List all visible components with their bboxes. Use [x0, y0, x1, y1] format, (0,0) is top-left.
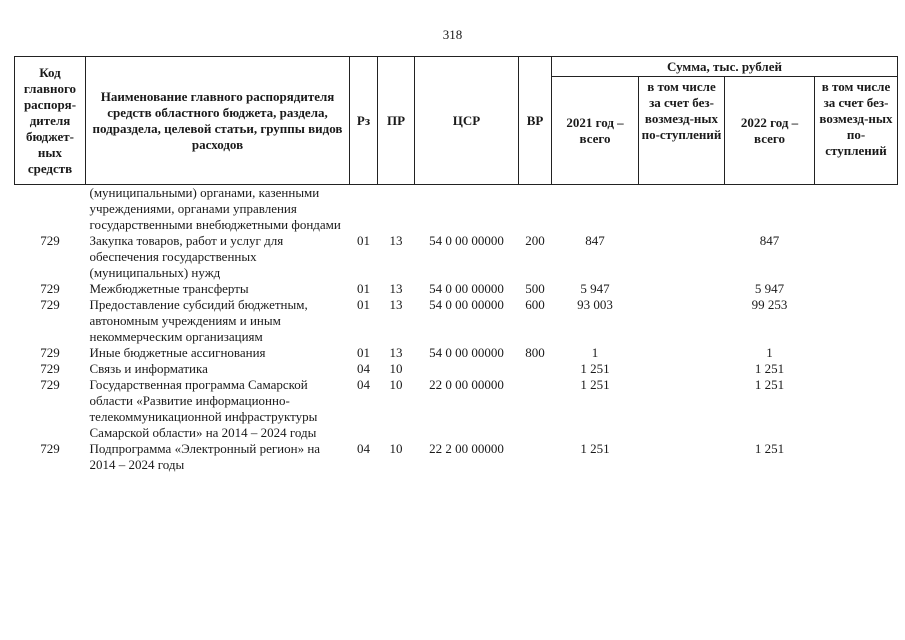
row-sum-2022: 1 [766, 345, 773, 360]
row-name: Связь и информатика [89, 361, 208, 376]
row-rz: 01 [357, 297, 370, 312]
header-2022-free: в том числе за счет без-возмезд-ных по-ступлений [815, 77, 898, 185]
row-sum-2021-free [639, 233, 725, 281]
row-rz: 01 [357, 345, 370, 360]
row-sum-2022-free [815, 297, 898, 345]
row-sum-2022-free [815, 185, 898, 234]
table-row [15, 361, 898, 377]
row-name: (муниципальными) органами, казенными учреждениями, органами управления государственными внебюджетными фондами [89, 185, 341, 232]
row-sum-2021: 1 251 [580, 377, 610, 392]
table-row [15, 441, 898, 473]
row-code: 729 [40, 377, 60, 392]
row-sum-2021: 1 251 [580, 361, 610, 376]
row-vr: 800 [525, 345, 545, 360]
table-row [15, 345, 898, 361]
table-row [15, 185, 898, 234]
row-pr: 13 [389, 281, 403, 296]
row-vr [519, 361, 552, 377]
header-name: Наименование главного распорядителя средств областного бюджета, раздела, подраздела, целевой статьи, группы видов расходов [86, 57, 350, 185]
row-name: Государственная программа Самарской области «Развитие информационно-телекоммуникационной инфраструктуры Самарской области» на 2014 – 2024 годы [89, 377, 318, 440]
row-name: Межбюджетные трансферты [89, 281, 249, 296]
row-pr: 10 [389, 377, 403, 392]
row-sum-2022: 5 947 [754, 281, 785, 296]
row-sum-2021-free [639, 185, 725, 234]
row-csr: 54 0 00 00000 [429, 345, 504, 360]
row-sum-2022: 1 251 [754, 377, 785, 392]
row-csr: 54 0 00 00000 [429, 281, 504, 296]
header-2021-free: в том числе за счет без-возмезд-ных по-ступлений [639, 77, 725, 185]
budget-table [14, 56, 898, 473]
row-sum-2022-free [815, 377, 898, 441]
row-vr: 200 [525, 233, 545, 248]
header-pr: ПР [378, 57, 415, 185]
row-vr [519, 377, 552, 441]
row-rz [350, 185, 378, 234]
row-sum-2021-free [639, 441, 725, 473]
row-rz: 01 [357, 281, 370, 296]
row-pr: 10 [389, 361, 403, 376]
row-sum-2021: 93 003 [577, 297, 613, 312]
row-name: Закупка товаров, работ и услуг для обеспечения государственных (муниципальных) нужд [89, 233, 284, 280]
header-sum: Сумма, тыс. рублей [552, 57, 898, 77]
row-name: Предоставление субсидий бюджетным, автономным учреждениям и иным некоммерческим организациям [89, 297, 308, 344]
header-code: Код главного распоря-дителя бюджет-ных средств [15, 57, 86, 185]
row-name: Иные бюджетные ассигнования [89, 345, 266, 360]
table-header [15, 57, 898, 185]
row-sum-2022 [725, 185, 815, 234]
row-pr: 10 [389, 441, 403, 456]
row-csr: 22 2 00 00000 [429, 441, 504, 456]
row-sum-2021-free [639, 297, 725, 345]
row-sum-2021 [552, 185, 639, 234]
header-rz: Рз [350, 57, 378, 185]
row-sum-2021: 1 251 [580, 441, 610, 456]
row-vr [519, 441, 552, 473]
row-vr: 500 [525, 281, 545, 296]
row-sum-2022: 847 [759, 233, 780, 248]
row-sum-2021: 847 [585, 233, 605, 248]
row-sum-2022-free [815, 345, 898, 361]
row-sum-2021-free [639, 361, 725, 377]
table-row [15, 233, 898, 281]
row-code [15, 185, 86, 234]
row-rz: 01 [357, 233, 370, 248]
row-rz: 04 [357, 377, 370, 392]
row-csr: 54 0 00 00000 [429, 297, 504, 312]
page-number: 318 [442, 27, 463, 42]
row-sum-2021-free [639, 345, 725, 361]
header-2021-total: 2021 год – всего [552, 77, 639, 185]
row-vr: 600 [525, 297, 545, 312]
row-sum-2021-free [639, 281, 725, 297]
row-rz: 04 [357, 441, 370, 456]
row-sum-2022-free [815, 361, 898, 377]
row-pr: 13 [389, 297, 403, 312]
header-vr: ВР [519, 57, 552, 185]
row-code: 729 [40, 281, 60, 296]
row-code: 729 [40, 345, 60, 360]
row-code: 729 [40, 441, 60, 456]
row-pr: 13 [389, 233, 403, 248]
row-csr: 22 0 00 00000 [429, 377, 504, 392]
row-sum-2022-free [815, 233, 898, 281]
row-sum-2022: 1 251 [754, 361, 785, 376]
header-csr: ЦСР [415, 57, 519, 185]
row-sum-2022-free [815, 441, 898, 473]
table-row [15, 377, 898, 441]
row-csr [415, 185, 519, 234]
table-body [15, 185, 898, 474]
row-csr: 54 0 00 00000 [429, 233, 504, 248]
row-sum-2022-free [815, 281, 898, 297]
row-sum-2022: 99 253 [751, 297, 788, 312]
row-sum-2021: 5 947 [580, 281, 610, 296]
row-name: Подпрограмма «Электронный регион» на 2014 – 2024 годы [89, 441, 321, 472]
row-sum-2022: 1 251 [754, 441, 785, 456]
table-row [15, 297, 898, 345]
row-code: 729 [40, 233, 60, 248]
table-row [15, 281, 898, 297]
row-rz: 04 [357, 361, 370, 376]
row-csr [415, 361, 519, 377]
row-code: 729 [40, 297, 60, 312]
row-vr [519, 185, 552, 234]
row-pr [378, 185, 415, 234]
row-sum-2021-free [639, 377, 725, 441]
row-code: 729 [40, 361, 60, 376]
header-2022-total: 2022 год – всего [725, 77, 815, 185]
row-sum-2021: 1 [591, 345, 599, 360]
row-pr: 13 [389, 345, 403, 360]
